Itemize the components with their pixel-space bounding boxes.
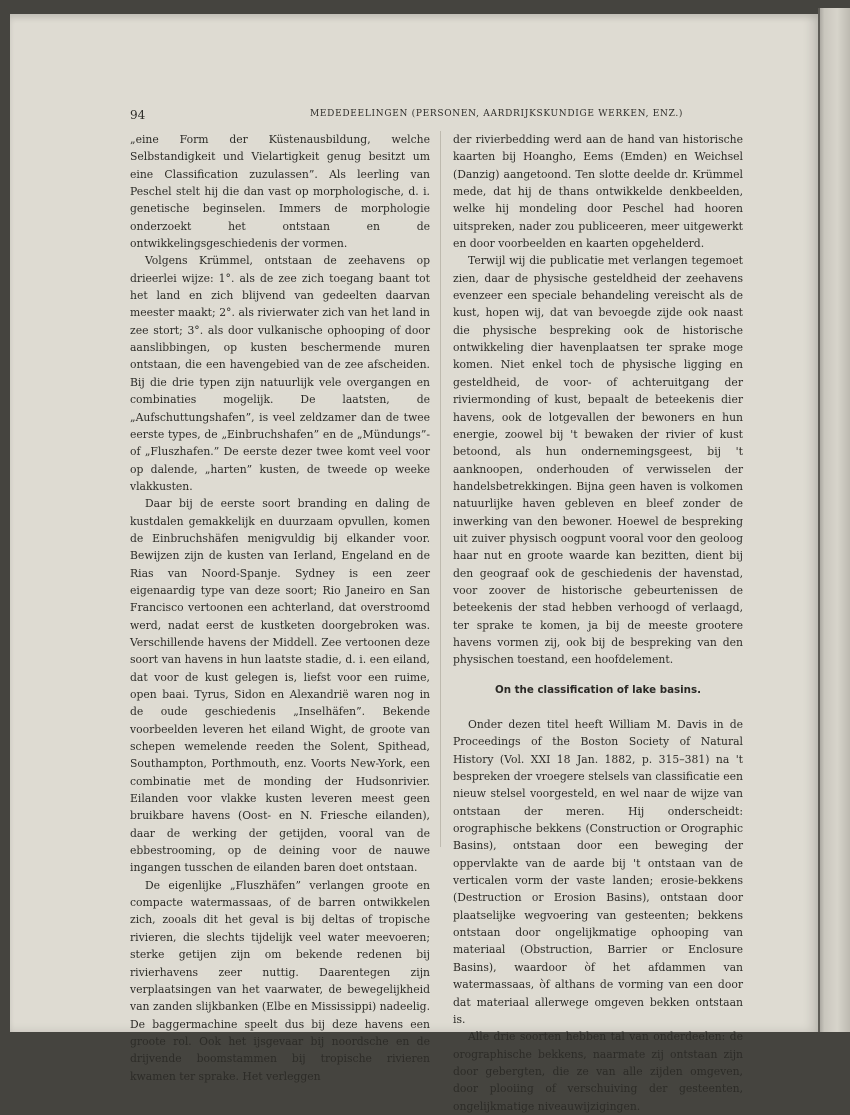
running-title: MEDEDEELINGEN (PERSONEN, AARDRIJKSKUNDIGE WERKEN, ENZ.) [310, 109, 684, 119]
page-number: 94 [130, 108, 146, 122]
paragraph: Alle drie soorten hebben tal van onderdeelen: de orographische bekkens, naarmate zij ontstaan zijn door gebergten, die ze van alle zijden omgeven, door plooiing of verschuiving der gesteenten, ongelijkmatige niveauwijzigingen. [453, 1030, 743, 1113]
page-header [130, 108, 830, 124]
paragraph: Daar bij de eerste soort branding en daling de kustdalen gemakkelijk en duurzaam opvullen, komen de Einbruchshäfen menigvuldig bij elkander voor. Bewijzen zijn de kusten van Ierland, Engeland en de Rias van Noord-Spanje. Sydney is een zeer eigenaardig type van deze soort; Rio Janeiro en San Francisco vertoonen een achterland, dat overstroomd werd, nadat eerst de kustketen doorgebroken was. Verschillende havens der Middell. Zee vertoonen deze soort van havens in hun laatste stadie, d. i. een eiland, dat voor de kust gelegen is, liefst voor een ruime, open baai. Tyrus, Sidon en Alexandrië waren nog in de oude geschiedenis „Inselhäfen”. Bekende voorbeelden leveren het eiland Wight, de groote van schepen wemelende reeden the Solent, Spithead, Southampton, Porthmouth, enz. Voorts New-York, een combinatie met de monding der Hudsonrivier. Eilanden voor vlakke kusten leveren meest geen bruikbare havens (Oost- en N. Friesche eilanden), daar de werking der getijden, vooral van de ebbestrooming, op de deining voor de nauwe ingangen tusschen de eilanden baren doet ontstaan. [130, 497, 430, 875]
section-heading: On the classification of lake basins. [494, 683, 702, 696]
paragraph: Volgens Krümmel, ontstaan de zeehavens op drieerlei wijze: 1°. als de zee zich toegang baant tot het land en zich blijvend van gedeelten daarvan meester maakt; 2°. als rivierwater zich van het land in zee stort; 3°. als door vulkanische ophooping of door aanslibbingen, op kusten beschermende muren ontstaan, die een havengebied van de zee afscheiden. Bij die drie typen zijn natuurlijk vele overgangen en combinaties mogelijk. De laatsten, de „Aufschuttungshafen”, is veel zeldzamer dan de twee eerste types, de „Einbruchshafen” en de „Mündungs”- of „Fluszhafen.” De eerste dezer twee komt veel voor op dalende, „harten” kusten, de tweede op weeke vlakkusten. [130, 254, 430, 493]
paragraph: Onder dezen titel heeft William M. Davis in de Proceedings of the Boston Society of Natural History (Vol. XXI 18 Jan. 1882, p. 315–381) na 't bespreken der vroegere stelsels van classificatie een nieuw stelsel voorgesteld, en wel naar de wijze van ontstaan der meren. Hij onderscheidt: orographische bekkens (Construction or Orographic Basins), ontstaan door een beweging der oppervlakte van de aarde bij 't ontstaan van de verticalen vorm der vaste landen; erosie-bekkens (Destruction or Erosion Basins), ontstaan door plaatselijke wegvoering van gesteenten; bekkens ontstaan door ongelijkmatige ophooping van materiaal (Obstruction, Barrier or Enclosure Basins), waardoor òf het afdammen van watermassaas, òf althans de vorming van een door dat materiaal allerwege omgeven bekken ontstaan is. [453, 718, 743, 1026]
left-column [130, 131, 430, 1085]
paragraph: „eine Form der Küstenausbildung, welche Selbstandigkeit und Vielartigkeit genug besitzt um eine Classification zuzulassen”. Als leerling van Peschel stelt hij die dan vast op morphologische, d. i. genetische beginselen. Immers de morphologie onderzoekt het ontstaan en de ontwikkelingsgeschiedenis der vormen. [130, 133, 430, 251]
paragraph: Terwijl wij die publicatie met verlangen tegemoet zien, daar de physische gesteldheid der zeehavens evenzeer een speciale behandeling vereischt als de kust, hopen wij, dat van bevoegde zijde ook naast die physische bespreking ook de historische ontwikkeling dier havenplaatsen ter sprake moge komen. Niet enkel toch de physische ligging en gesteldheid, de voor- of achteruitgang der riviermonding of kust, bepaalt de beteekenis dier havens, ook de lotgevallen der bewoners en hun energie, zoowel bij 't bewaken der rivier of kust betoond, als hun ondernemingsgeest, bij 't aanknoopen, onderhouden of verwisselen der handelsbetrekkingen. Bijna geen haven is volkomen natuurlijke haven gebleven en bleef zonder de inwerking van den bewoner. Hoewel de bespreking uit zuiver physisch oogpunt vooral voor den geoloog haar nut en groote waarde kan bezitten, dient bij den geograaf ook de geschiedenis der havenstad, voor zoover de historische gebeurtenissen de beteekenis der stad hebben verhoogd of verlaagd, ter sprake te komen, ja bij de meeste grootere havens vormen zij, ook bij de bespreking van den physischen toestand, een hoofdelement. [453, 254, 743, 667]
column-divider [440, 131, 441, 847]
paragraph: De eigenlijke „Fluszhäfen” verlangen groote en compacte watermassaas, of de barren ontwikkelen zich, zooals dit het geval is bij deltas of tropische rivieren, die slechts tijdelijk veel water meevoeren; sterke getijen zijn om bekende redenen bij rivierhavens zeer nuttig. Daarentegen zijn verplaatsingen van het vaarwater, de bewegelijkheid van zanden slijkbanken (Elbe en Mississippi) nadeelig. De baggermachine speelt dus bij deze havens een groote rol. Ook het ijsgevaar bij noordsche en de drijvende boomstammen bij tropische rivieren kwamen ter sprake. Het verleggen [130, 878, 430, 1083]
paragraph: der rivierbedding werd aan de hand van historische kaarten bij Hoangho, Eems (Emden) en Weichsel (Danzig) aangetoond. Ten slotte deelde dr. Krümmel mede, dat hij de thans ontwikkelde denkbeelden, welke hij mondeling door Peschel had hooren uitspreken, nader zou publiceeren, meer uitgewerkt en door voorbeelden en kaarten opgehelderd. [453, 133, 743, 251]
adjacent-page-edge [818, 8, 850, 1032]
page-gutter-shadow [818, 8, 820, 1032]
right-column [453, 131, 743, 1115]
